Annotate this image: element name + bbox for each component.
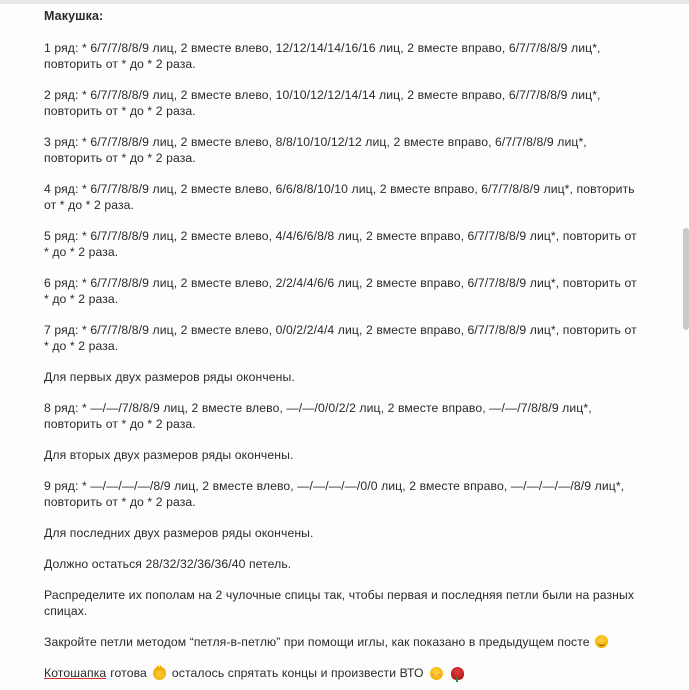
note-second-two-sizes: Для вторых двух размеров ряды окончены. [44, 448, 294, 462]
cat-face-emoji-icon [153, 667, 166, 680]
final-underlined-word: Котошапка [44, 666, 107, 680]
distribute-instruction: Распределите их пополам на 2 чулочные спицы так, чтобы первая и последняя петли были на разных спицах. [44, 588, 635, 618]
blush-emoji-icon [430, 667, 443, 680]
remaining-stitches: Должно остаться 28/32/32/36/36/40 петель. [44, 557, 292, 571]
row-6: 6 ряд: * 6/7/7/8/8/9 лиц, 2 вместе влево, 2/2/4/4/6/6 лиц, 2 вместе вправо, 6/7/7/8/8/9 лиц*, повторить от * до * 2 раза. [44, 276, 637, 306]
close-instruction-text: Закройте петли методом “петля-в-петлю” при помощи иглы, как показано в предыдущем посте [44, 635, 590, 649]
note-last-two-sizes: Для последних двух размеров ряды окончены. [44, 526, 314, 540]
final-line [44, 665, 644, 681]
row-4: 4 ряд: * 6/7/7/8/8/9 лиц, 2 вместе влево, 6/6/8/8/10/10 лиц, 2 вместе вправо, 6/7/7/8/8/9 лиц*, повторить от * до * 2 раза. [44, 182, 635, 212]
smile-emoji-icon [595, 635, 608, 648]
rose-emoji-icon [451, 667, 464, 680]
section-heading: Макушка: [44, 9, 104, 23]
top-border [0, 0, 689, 4]
close-instruction [44, 634, 644, 650]
final-rest-text: осталось спрятать концы и произвести ВТО [171, 666, 424, 680]
final-ready-text: готова [110, 666, 147, 680]
row-2: 2 ряд: * 6/7/7/8/8/9 лиц, 2 вместе влево, 10/10/12/12/14/14 лиц, 2 вместе вправо, 6/7/7/8/8/9 лиц*, повторить от * до * 2 раза. [44, 88, 601, 118]
scrollbar[interactable] [683, 228, 689, 330]
document-content [44, 8, 644, 681]
row-8: 8 ряд: * —/—/7/8/8/9 лиц, 2 вместе влево, —/—/0/0/2/2 лиц, 2 вместе вправо, —/—/7/8/8/9 лиц*, повторить от * до * 2 раза. [44, 401, 592, 431]
row-3: 3 ряд: * 6/7/7/8/8/9 лиц, 2 вместе влево, 8/8/10/10/12/12 лиц, 2 вместе вправо, 6/7/7/8/8/9 лиц*, повторить от * до * 2 раза. [44, 135, 587, 165]
note-first-two-sizes: Для первых двух размеров ряды окончены. [44, 370, 295, 384]
row-9: 9 ряд: * —/—/—/—/8/9 лиц, 2 вместе влево, —/—/—/—/0/0 лиц, 2 вместе вправо, —/—/—/—/8/9 лиц*, повторить от * до * 2 раза. [44, 479, 625, 509]
row-1: 1 ряд: * 6/7/7/8/8/9 лиц, 2 вместе влево, 12/12/14/14/16/16 лиц, 2 вместе вправо, 6/7/7/8/8/9 лиц*, повторить от * до * 2 раза. [44, 41, 601, 71]
row-5: 5 ряд: * 6/7/7/8/8/9 лиц, 2 вместе влево, 4/4/6/6/8/8 лиц, 2 вместе вправо, 6/7/7/8/8/9 лиц*, повторить от * до * 2 раза. [44, 229, 637, 259]
row-7: 7 ряд: * 6/7/7/8/8/9 лиц, 2 вместе влево, 0/0/2/2/4/4 лиц, 2 вместе вправо, 6/7/7/8/8/9 лиц*, повторить от * до * 2 раза. [44, 323, 637, 353]
